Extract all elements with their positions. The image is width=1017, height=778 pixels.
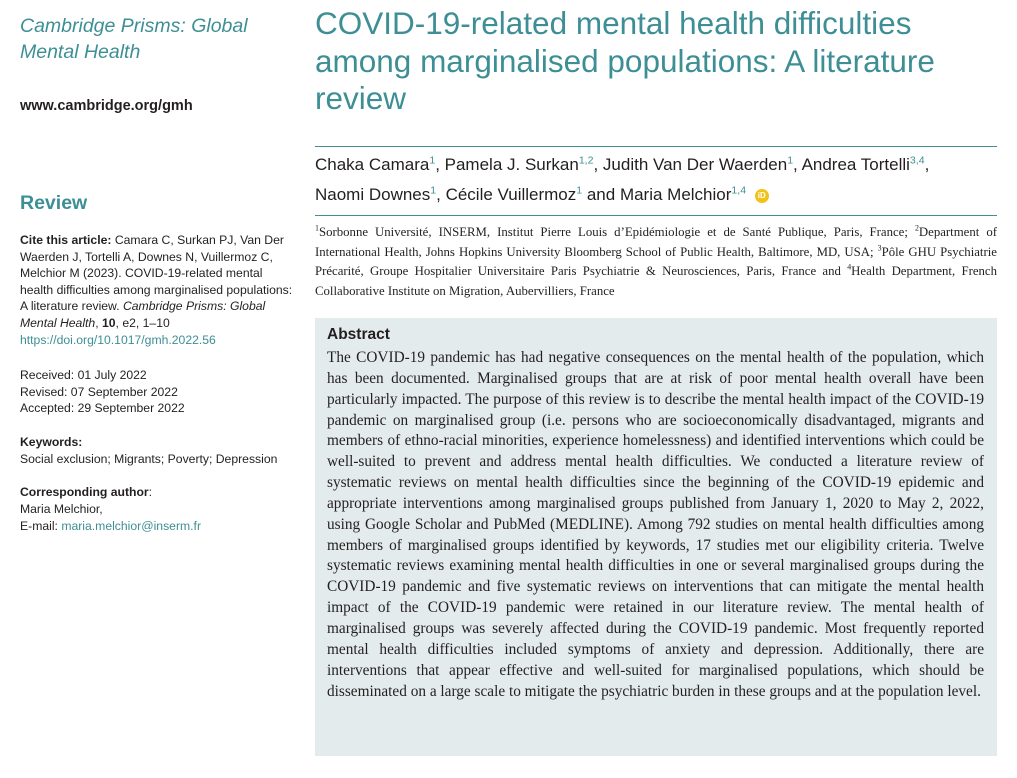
citation-volume: 10: [101, 315, 116, 330]
affiliation-text: Health Department, French Collaborative Institute on Migration, Aubervilliers, France: [315, 264, 997, 298]
author-name[interactable]: Judith Van Der Waerden: [602, 155, 788, 174]
keywords-text: Social exclusion; Migrants; Poverty; Depression: [20, 451, 278, 466]
journal-url[interactable]: www.cambridge.org/gmh: [20, 98, 193, 114]
author-name[interactable]: Pamela J. Surkan: [444, 155, 579, 174]
abstract-text: The COVID-19 pandemic has had negative consequences on the mental health of the population, which has been documented. Marginalised groups that are at risk of poor mental health overall have been particularly impacted. The purpose of this review is to describe the mental health impact of the COVID-19 pandemic on marginalised group (i.e. persons who are socioeconomically disadvantaged, migrants and members of ethno-racial minorities, experience homelessness) and identified interventions which could be well-suited to prevent and address mental health difficulties. We conducted a literature review of systematic reviews on mental health difficulties since the beginning of the COVID-19 epidemic and appropriate interventions among marginalised groups published from January 1, 2020 to May 2, 2022, using Google Scholar and PubMed (MEDLINE). Among 792 studies on mental health difficulties among members of marginalised groups identified by keywords, 17 studies met our eligibility criteria. Twelve systematic reviews examining mental health difficulties in one or several marginalised groups during the COVID-19 pandemic and five systematic reviews on interventions that can mitigate the mental health impact of the COVID-19 pandemic were retained in our literature review. The mental health of marginalised groups was severely affected during the COVID-19 pandemic. Most frequently reported mental health difficulties included symptoms of anxiety and depression. Additionally, there are interventions that appear effective and well-suited for marginalised populations, which should be disseminated on a large scale to mitigate the psychiatric burden in these groups and at the population level.: [327, 349, 984, 700]
author-affiliation-sup: 1: [576, 184, 583, 197]
citation-label: Cite this article:: [20, 233, 112, 247]
affiliation-sup: 4: [847, 262, 852, 272]
doi-link[interactable]: https://doi.org/10.1017/gmh.2022.56: [20, 332, 216, 347]
article-type-label: Review: [20, 192, 88, 214]
authors-divider: [315, 215, 997, 216]
citation-separator: ,: [95, 315, 99, 330]
dates-block: [20, 367, 185, 417]
citation-block: [20, 232, 296, 348]
citation-pages: , e2, 1–10: [115, 315, 170, 330]
affiliation-sup: 2: [914, 223, 919, 233]
author-name[interactable]: Naomi Downes: [315, 185, 431, 204]
revised-date: Revised: 07 September 2022: [20, 384, 178, 399]
author-separator: ,: [436, 185, 446, 204]
author-name[interactable]: Cécile Vuillermoz: [445, 185, 577, 204]
email-link[interactable]: maria.melchior@inserm.fr: [61, 519, 201, 533]
abstract-box: [315, 318, 997, 756]
author-separator: ,: [435, 155, 445, 174]
author-separator: and: [582, 185, 620, 204]
author-separator: ,: [593, 155, 603, 174]
title-divider: [315, 146, 997, 147]
author-affiliation-sup: 1,2: [578, 154, 594, 167]
author-affiliation-sup: 1: [430, 184, 437, 197]
author-affiliation-sup: 3,4: [909, 154, 925, 167]
received-date: Received: 01 July 2022: [20, 368, 147, 382]
affiliation-sup: 1: [315, 223, 319, 233]
author-separator: ,: [793, 155, 802, 174]
affiliation-text: Pôle GHU Psychiatrie Précarité, Groupe Hospitalier Universitaire Paris Psychiatrie & Neurosciences, Paris, France and: [315, 244, 997, 278]
author-list: [315, 150, 1005, 210]
affiliation-text: Department of International Health, Johns Hopkins University Bloomberg School of Public Health, Baltimore, MD, USA;: [315, 225, 997, 259]
abstract-heading: Abstract: [327, 326, 390, 343]
affiliation-sup: 3: [877, 243, 882, 253]
journal-name: Cambridge Prisms: Global Mental Health: [20, 15, 248, 63]
article-title: COVID-19-related mental health difficulties among marginalised populations: A literature review: [315, 5, 935, 116]
corresponding-colon: :: [148, 485, 153, 499]
author-name[interactable]: Chaka Camara: [315, 155, 430, 174]
accepted-date: Accepted: 29 September 2022: [20, 401, 185, 416]
keywords-block: [20, 434, 296, 467]
citation-text: Camara C, Surkan PJ, Van Der Waerden J, Tortelli A, Downes N, Vuillermoz C, Melchior M (2023). COVID-19-related mental health difficulties among marginalised populations: A literature review.: [20, 233, 293, 314]
affiliation-text: Sorbonne Université, INSERM, Institut Pierre Louis d’Epidémiologie et de Santé Publique, Paris, France;: [318, 225, 915, 239]
corresponding-name: Maria Melchior,: [20, 502, 103, 516]
keywords-label: Keywords:: [20, 435, 83, 449]
author-affiliation-sup: 1: [429, 154, 436, 167]
author-affiliation-sup: 1: [787, 154, 794, 167]
corresponding-label: Corresponding author: [20, 485, 149, 499]
author-name[interactable]: Andrea Tortelli: [801, 155, 910, 174]
orcid-icon[interactable]: iD: [755, 189, 769, 203]
author-affiliation-sup: 1,4: [731, 184, 747, 197]
citation-journal: Cambridge Prisms: Global Mental Health: [20, 299, 266, 330]
author-separator: ,: [924, 155, 930, 174]
affiliations: [315, 223, 997, 301]
corresponding-author-block: [20, 484, 296, 535]
email-label: E-mail:: [20, 519, 62, 533]
author-name[interactable]: Maria Melchior: [619, 185, 732, 204]
